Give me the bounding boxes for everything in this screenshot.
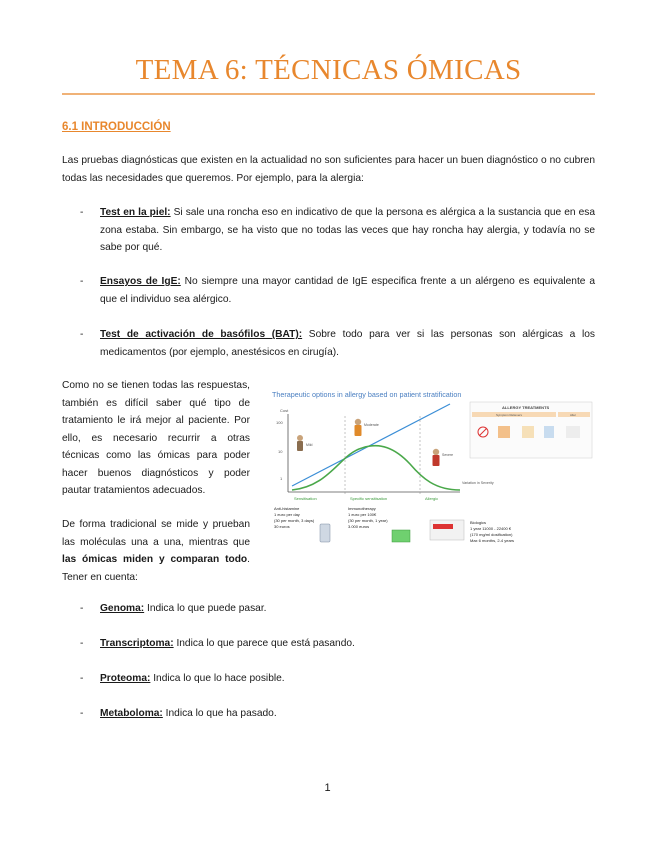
- stage-label: Sensitisation: [294, 496, 317, 501]
- stage-label: Specific sensitisation: [350, 496, 388, 501]
- person-label: Mild: [306, 443, 313, 447]
- list-item-metaboloma: [100, 705, 595, 723]
- term-description: Indica lo que lo hace posible.: [150, 673, 285, 684]
- page-title: TEMA 6: TÉCNICAS ÓMICAS: [135, 54, 522, 86]
- term-label: Ensayos de IgE:: [100, 276, 181, 287]
- cost-text: (30 per month, 3 days): [274, 518, 315, 523]
- list-item-bat: [100, 326, 595, 361]
- tablet-pack-image: [392, 530, 410, 542]
- biologic-box-label: [433, 524, 453, 529]
- y-tick: 10: [278, 449, 283, 454]
- treatment-icon: [498, 426, 510, 438]
- severity-label: Variation in Severity: [462, 481, 494, 485]
- bullet-dash: -: [80, 603, 84, 614]
- bullet-dash: -: [80, 708, 84, 719]
- cost-text: 1 euro per 100€: [348, 512, 377, 517]
- person-icon: [297, 435, 303, 451]
- bullet-dash: -: [80, 673, 84, 684]
- allergy-therapy-figure: [270, 386, 595, 546]
- person-icon: [355, 419, 362, 436]
- treatment-icon: [566, 426, 580, 438]
- figure-title: Therapeutic options in allergy based on patient stratification: [272, 390, 462, 399]
- panel-subtitle: Aller: [570, 413, 577, 417]
- list-item-proteoma: [100, 670, 595, 688]
- panel-subtitle: Symptom Relievers: [496, 413, 523, 417]
- term-label: Test de activación de basófilos (BAT):: [100, 329, 303, 340]
- stage-label: Allergic: [425, 496, 439, 501]
- y-tick: 100: [276, 420, 283, 425]
- person-icon: [433, 449, 440, 466]
- cost-text: Biologics: [470, 520, 487, 525]
- paragraph-text: . Tener en cuenta:: [62, 554, 250, 583]
- term-description: Indica lo que puede pasar.: [144, 603, 267, 614]
- term-label: Metaboloma:: [100, 708, 163, 719]
- inhaler-image: [320, 524, 330, 542]
- paragraph-text: De forma tradicional se mide y prueban las moléculas una a una, mientras que: [62, 519, 250, 548]
- cost-text: Immunotherapy: [348, 506, 376, 511]
- cost-text: 30 euros: [274, 524, 290, 529]
- list-item-skin-test: [100, 204, 595, 257]
- y-axis-label: Cost: [280, 408, 289, 413]
- paragraph-omics-need: Como no se tienen todas las respuestas, también es difícil saber qué tipo de tratamiento le irá mejor al paciente. Por ello, es necesario recurrir a otras técnicas como las ómicas para poder hacer buenos diagnósticos y poder pautar tratamientos adecuados.: [62, 380, 250, 496]
- list-item-ige: [100, 273, 595, 308]
- person-label: Severe: [442, 453, 454, 457]
- term-label: Genoma:: [100, 603, 145, 614]
- bullet-dash: -: [80, 638, 84, 649]
- term-description: Sobre todo para ver si las personas son alérgicas a los medicamentos (por ejemplo, anestésicos en cirugía).: [100, 329, 595, 358]
- y-tick: 1: [280, 476, 283, 481]
- paragraph-bold-text: las ómicas miden y comparan todo: [62, 554, 248, 565]
- term-label: Transcriptoma:: [100, 638, 174, 649]
- cost-text: 3.000 euros: [348, 524, 370, 529]
- cost-text: (170 mg/ml dosification): [470, 532, 513, 537]
- term-description: Indica lo que ha pasado.: [162, 708, 277, 719]
- treatment-icon: [544, 426, 554, 438]
- term-description: No siempre una mayor cantidad de IgE especifica frente a un alérgeno es equivalente a que el individuo sea alérgico.: [100, 276, 595, 305]
- panel-title: ALLERGY TREATMENTS: [502, 405, 550, 410]
- title-divider: [62, 93, 595, 95]
- treatment-icon: [522, 426, 534, 438]
- term-description: Indica lo que parece que está pasando.: [173, 638, 355, 649]
- biologic-box-image: [430, 520, 464, 540]
- list-item-genoma: [100, 600, 595, 618]
- bullet-dash: -: [80, 207, 84, 218]
- cost-text: Max 6 months, 2-4 years: [470, 538, 515, 543]
- term-description: Si sale una roncha eso en indicativo de que la persona es alérgica a la sustancia que en esa zona estaba. Sin embargo, se ha visto que no todas las veces que hay roncha hay alergia, y todavía no se sabe por qué.: [100, 207, 596, 253]
- section-heading: 6.1 INTRODUCCIÓN: [62, 121, 171, 133]
- list-item-transcriptoma: [100, 635, 595, 653]
- cost-text: 1 euro per day: [274, 512, 300, 517]
- term-label: Proteoma:: [100, 673, 151, 684]
- term-label: Test en la piel:: [100, 207, 171, 218]
- cost-text: Anti-histamine: [274, 506, 300, 511]
- bullet-dash: -: [80, 276, 84, 287]
- cost-text: (30 per month, 1 year): [348, 518, 388, 523]
- person-label: Moderate: [364, 423, 379, 427]
- page-number: 1: [324, 782, 331, 794]
- paragraph-traditional: [62, 516, 250, 586]
- intro-paragraph: Las pruebas diagnósticas que existen en la actualidad no son suficientes para hacer un buen diagnóstico o no cubren todas las necesidades que queremos. Por ejemplo, para la alergia:: [62, 155, 595, 184]
- cost-text: 1 year 11000 - 22400 €: [470, 526, 512, 531]
- bullet-dash: -: [80, 329, 84, 340]
